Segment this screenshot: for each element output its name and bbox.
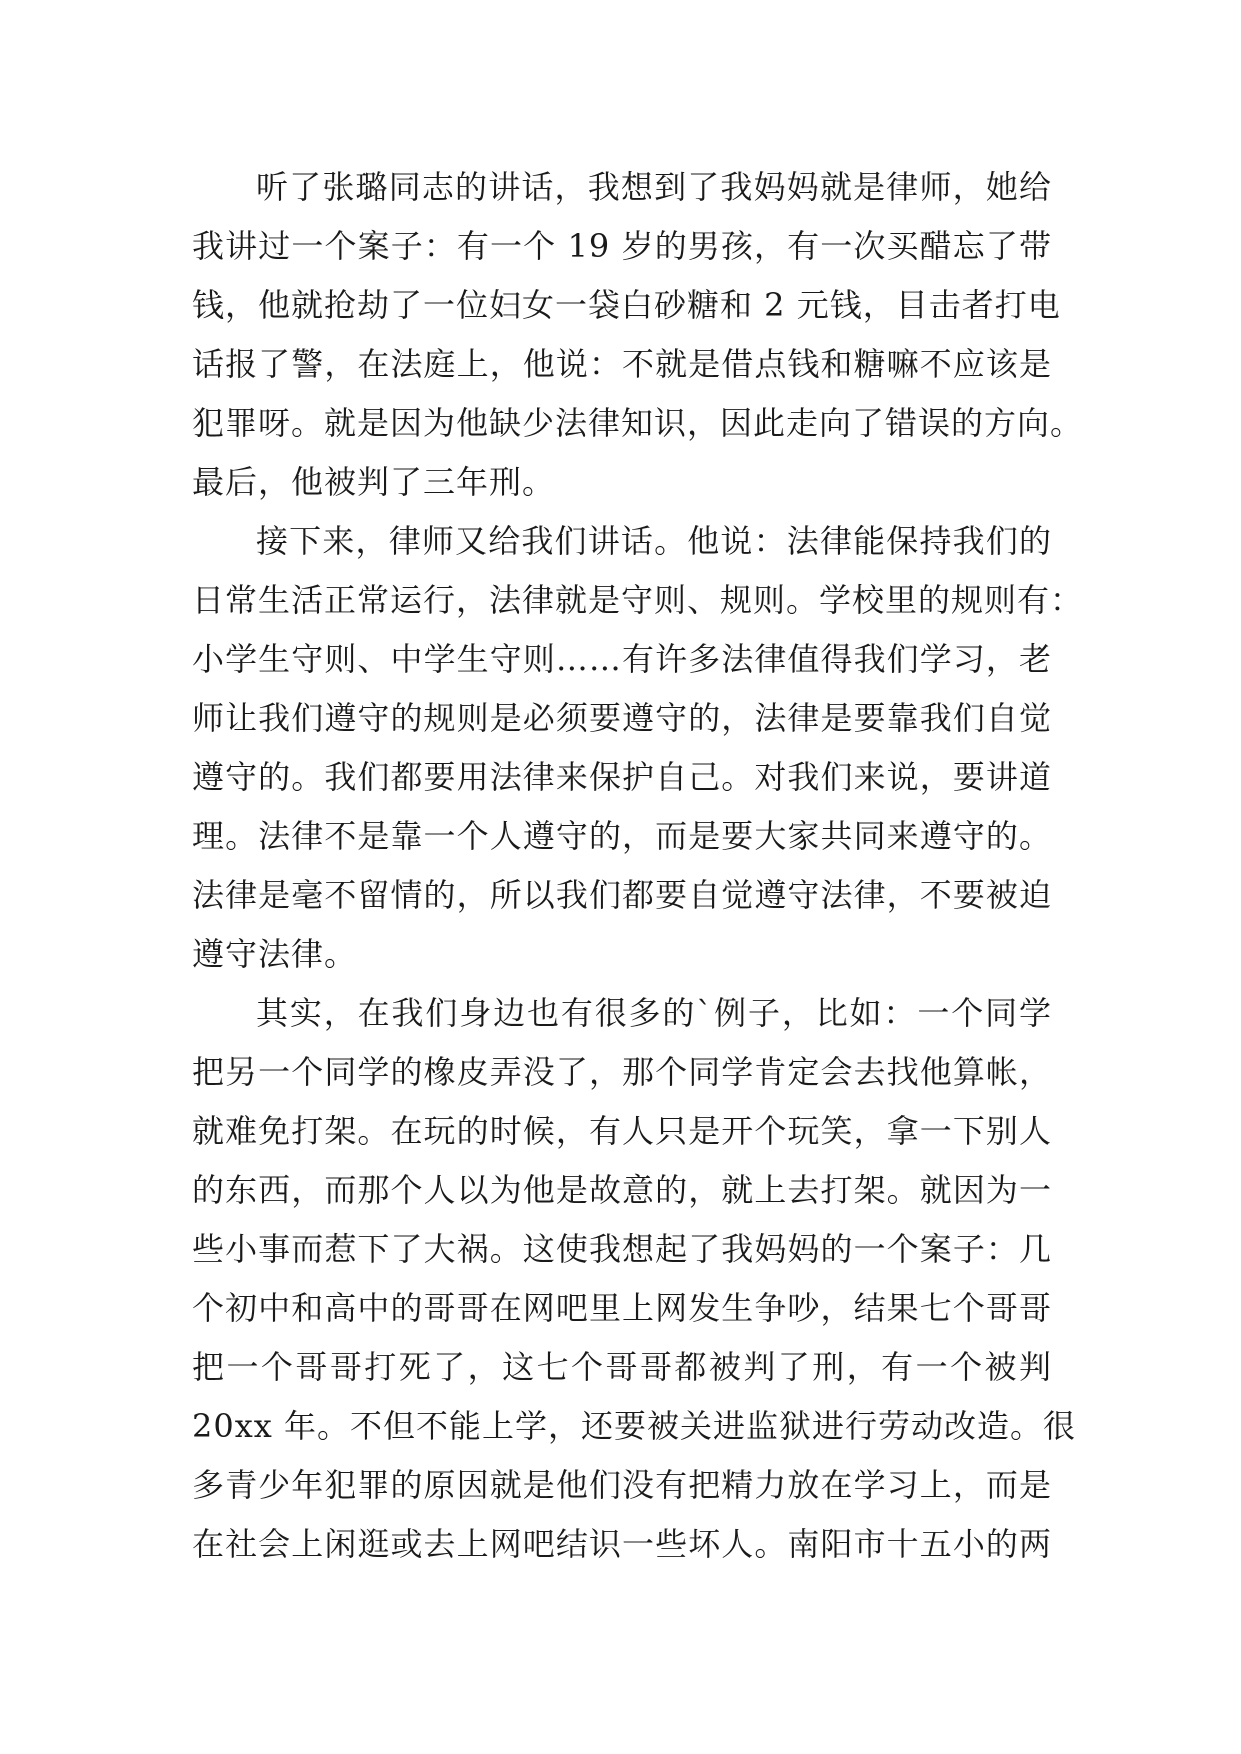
text-line: 法律是毫不留情的，所以我们都要自觉遵守法律，不要被迫 <box>192 876 1052 914</box>
text-line: 就难免打架。在玩的时候，有人只是开个玩笑，拿一下别人 <box>192 1112 1052 1150</box>
text-line: 其实，在我们身边也有很多的`例子，比如：一个同学 <box>256 994 1052 1032</box>
text-line: 师让我们遵守的规则是必须要遵守的，法律是要靠我们自觉 <box>192 699 1052 737</box>
text-line: 话报了警，在法庭上，他说：不就是借点钱和糖嘛不应该是 <box>192 345 1052 383</box>
text-line: 接下来，律师又给我们讲话。他说：法律能保持我们的 <box>256 522 1052 560</box>
text-line: 把另一个同学的橡皮弄没了，那个同学肯定会去找他算帐， <box>192 1053 1052 1091</box>
text-line: 遵守的。我们都要用法律来保护自己。对我们来说，要讲道 <box>192 758 1052 796</box>
text-line: 钱，他就抢劫了一位妇女一袋白砂糖和 2 元钱，目击者打电 <box>192 286 1061 324</box>
text-line: 在社会上闲逛或去上网吧结识一些坏人。南阳市十五小的两 <box>192 1525 1052 1563</box>
text-line: 我讲过一个案子：有一个 19 岁的男孩，有一次买醋忘了带 <box>192 227 1052 265</box>
paragraph-2 <box>192 512 1084 984</box>
text-line: 听了张璐同志的讲话，我想到了我妈妈就是律师，她给 <box>256 168 1052 206</box>
text-line: 的东西，而那个人以为他是故意的，就上去打架。就因为一 <box>192 1171 1052 1209</box>
paragraph-1 <box>192 158 1084 512</box>
text-line: 把一个哥哥打死了，这七个哥哥都被判了刑，有一个被判 <box>192 1348 1052 1386</box>
text-line: 多青少年犯罪的原因就是他们没有把精力放在学习上，而是 <box>192 1466 1052 1504</box>
text-line: 日常生活正常运行，法律就是守则、规则。学校里的规则有： <box>192 581 1084 619</box>
document-body <box>192 158 1084 1574</box>
text-line: 犯罪呀。就是因为他缺少法律知识，因此走向了错误的方向。 <box>192 404 1084 442</box>
text-line: 个初中和高中的哥哥在网吧里上网发生争吵，结果七个哥哥 <box>192 1289 1052 1327</box>
text-line: 些小事而惹下了大祸。这使我想起了我妈妈的一个案子：几 <box>192 1230 1052 1268</box>
paragraph-3 <box>192 984 1076 1574</box>
text-line: 20xx 年。不但不能上学，还要被关进监狱进行劳动改造。很 <box>192 1407 1076 1445</box>
text-line: 遵守法律。 <box>192 935 358 973</box>
text-line: 小学生守则、中学生守则……有许多法律值得我们学习，老 <box>192 640 1052 678</box>
text-line: 理。法律不是靠一个人遵守的，而是要大家共同来遵守的。 <box>192 817 1052 855</box>
text-line: 最后，他被判了三年刑。 <box>192 463 556 501</box>
